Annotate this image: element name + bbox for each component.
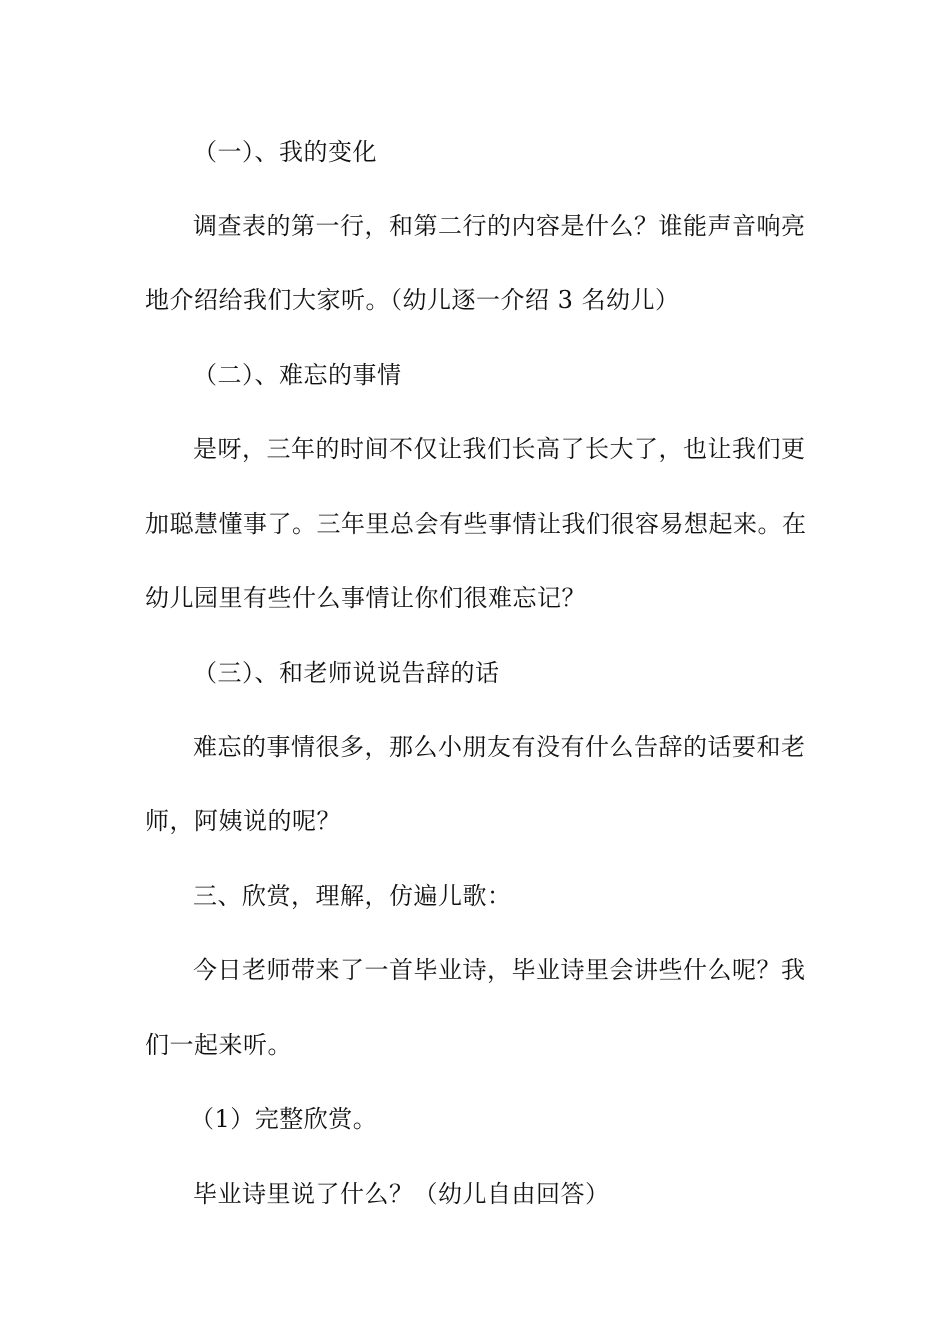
paragraph-line: 难忘的事情很多，那么小朋友有没有什么告辞的话要和老 bbox=[193, 733, 806, 761]
paragraph-line: 们一起来听。 bbox=[145, 1031, 292, 1059]
section-heading-my-changes: （一）、我的变化 bbox=[193, 138, 377, 166]
paragraph-line: 地介绍给我们大家听。（幼儿逐一介绍 3 名幼儿） bbox=[145, 286, 680, 314]
paragraph-line: 师，阿姨说的呢？ bbox=[145, 807, 341, 835]
section-heading-memorable-things: （二）、难忘的事情 bbox=[193, 361, 402, 389]
paragraph-line: 毕业诗里说了什么？（幼儿自由回答） bbox=[193, 1180, 610, 1208]
section-heading-appreciate: 三、欣赏，理解，仿遍儿歌： bbox=[193, 882, 512, 910]
paragraph-line: 今日老师带来了一首毕业诗，毕业诗里会讲些什么呢？我 bbox=[193, 956, 806, 984]
paragraph-line: 幼儿园里有些什么事情让你们很难忘记？ bbox=[145, 584, 586, 612]
section-heading-farewell: （三）、和老师说说告辞的话 bbox=[193, 659, 500, 687]
paragraph-line: 调查表的第一行，和第二行的内容是什么？谁能声音响亮 bbox=[193, 212, 806, 240]
paragraph-line: 是呀，三年的时间不仅让我们长高了长大了，也让我们更 bbox=[193, 435, 806, 463]
paragraph-line: 加聪慧懂事了。三年里总会有些事情让我们很容易想起来。在 bbox=[145, 510, 807, 538]
subheading-full-appreciation: （1）完整欣赏。 bbox=[190, 1105, 378, 1133]
